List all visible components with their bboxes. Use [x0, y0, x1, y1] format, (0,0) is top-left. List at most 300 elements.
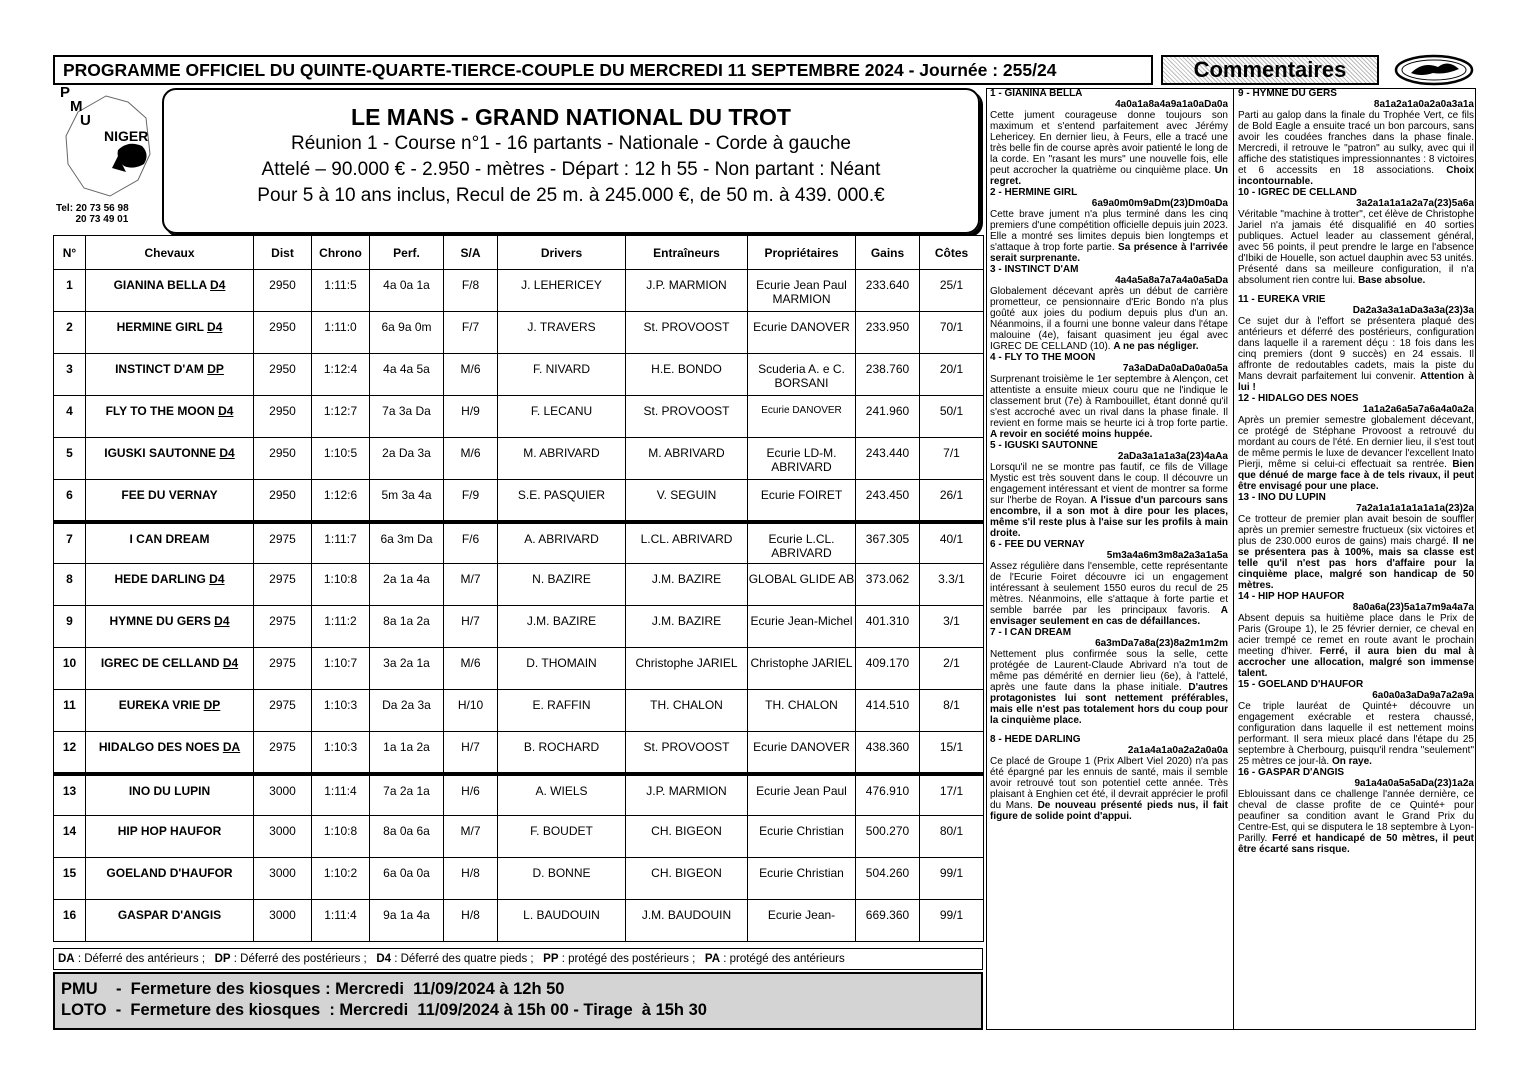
shoeing-tag: D4 [219, 446, 235, 460]
comment-horse-title: 6 - FEE DU VERNAY [990, 539, 1085, 550]
horse-name-text: IGUSKI SAUTONNE [104, 446, 220, 460]
comment-form-code: 6a3mDa7a8a(23)8a2m1m2m [1095, 638, 1228, 649]
horse-name-text: GASPAR D'ANGIS [117, 908, 222, 922]
kiosk-closing-box [53, 972, 983, 1030]
race-name: LE MANS - GRAND NATIONAL DU TROT [351, 104, 791, 130]
table-row [54, 396, 984, 438]
driver: D. THOMAIN [498, 648, 626, 690]
odds: 15/1 [920, 732, 984, 774]
comment-entry [990, 88, 1228, 187]
chrono: 1:11:0 [312, 312, 370, 354]
runner-number: 15 [54, 858, 86, 900]
comment-text [990, 462, 1228, 539]
odds: 20/1 [920, 354, 984, 396]
owner: Scuderia A. e C. BORSANI [748, 354, 856, 396]
comment-verdict: Bien que dénué de marge face à de tels rivaux, il peut être envisagé pour une place. [1238, 459, 1474, 492]
odds: 2/1 [920, 648, 984, 690]
horse-name-text: EUREKA VRIE [118, 698, 204, 712]
odds: 17/1 [920, 774, 984, 816]
owner: Ecurie Jean- [748, 900, 856, 942]
legend-text: : Déferré des quatre pieds ; [391, 953, 544, 965]
comment-body: Ce sujet dur à l'effort se présentera plaqué des antérieurs et déferré des postérieurs, configuration dans laquelle il a rarement déçu : 18 fois dans les cinq premiers (dont 9 succès) en 24 essais. Il affronte de redoutables cadets, mais la piste du Mans devrait parfaitement lui convenir. [1238, 316, 1474, 382]
legend-text: : protégé des antérieurs [720, 953, 845, 965]
distance: 2950 [254, 438, 312, 480]
comment-text [1238, 789, 1474, 855]
owner: TH. CHALON [748, 690, 856, 732]
table-row [54, 690, 984, 732]
performance: 3a 2a 1a [370, 648, 444, 690]
odds: 25/1 [920, 270, 984, 312]
program-title: PROGRAMME OFFICIEL DU QUINTE-QUARTE-TIERCE-COUPLE DU MERCREDI 11 SEPTEMBRE 2024 - Journée : 255/24 [53, 55, 1153, 85]
sex-age: M/6 [444, 648, 498, 690]
column-header: Perf. [370, 236, 444, 270]
odds: 3.3/1 [920, 564, 984, 606]
chrono: 1:11:4 [312, 900, 370, 942]
chrono: 1:12:4 [312, 354, 370, 396]
legend-code: PP [543, 953, 559, 965]
horse-name-text: INSTINCT D'AM [115, 362, 208, 376]
sex-age: M/7 [444, 564, 498, 606]
trainer: L.CL. ABRIVARD [626, 522, 748, 564]
column-header: Gains [856, 236, 920, 270]
race-line-3: Pour 5 à 10 ans inclus, Recul de 25 m. à 245.000 €, de 50 m. à 439. 000.€ [257, 185, 885, 206]
comment-verdict: Un regret. [990, 165, 1228, 187]
gains: 233.950 [856, 312, 920, 354]
owner: Ecurie FOIRET [748, 480, 856, 522]
owner: Ecurie Jean-Michel [748, 606, 856, 648]
comment-horse-title: 4 - FLY TO THE MOON [990, 352, 1096, 363]
legend-code: DA [58, 953, 75, 965]
comment-body: Surprenant troisième le 1er septembre à Alençon, cet attentiste a ensuite mieux couru que ne l'indique le classement brut (7e) à Rambouillet, étant donné qu'il s'est accroché avec un rival dans la phase finale. Il revient en forme mais se heurte ici à trop forte partie. [990, 374, 1228, 429]
owner: Ecurie Christian [748, 816, 856, 858]
column-header: Côtes [920, 236, 984, 270]
comment-entry [990, 734, 1228, 822]
horse-name [86, 606, 254, 648]
trainer: J.P. MARMION [626, 270, 748, 312]
gains: 238.760 [856, 354, 920, 396]
comment-body: Après un premier semestre globalement décevant, ce protégé de Stéphane Provoost a retrouvé du mordant au cours de l'été. En dernier lieu, il s'est tout de même permis le luxe de devancer l'excellent Inato Pierji, même si celui-ci effectuait sa rentrée. [1238, 415, 1474, 470]
comments-left-column [990, 88, 1228, 1028]
comment-body: Ce trotteur de premier plan avait besoin de souffler après un premier semestre fructueux (six victoires et plus de 230.000 euros de gains) mais chargé. [1238, 514, 1474, 547]
horse-name-text: HEDE DARLING [114, 572, 210, 586]
comment-body: Eblouissant dans ce challenge l'année dernière, ce cheval de classe profite de ce Quinté+ pour peaufiner sa condition avant le Grand Prix du Centre-Est, qui se disputera le 18 septembre à Lyon-Parilly. [1238, 789, 1474, 844]
horse-name-text: HIP HOP HAUFOR [117, 824, 222, 838]
performance: 4a 4a 5a [370, 354, 444, 396]
comment-entry [990, 187, 1228, 264]
odds: 40/1 [920, 522, 984, 564]
horse-name-text: HERMINE GIRL [116, 320, 208, 334]
horse-name [86, 396, 254, 438]
odds: 8/1 [920, 690, 984, 732]
comment-entry [1238, 393, 1474, 492]
comment-body: Cette brave jument n'a plus terminé dans les cinq premiers d'une compétition officielle depuis juin 2023. Elle a montré ses limites depuis bien longtemps et s'attaque à trop forte partie. [990, 209, 1228, 253]
distance: 2975 [254, 564, 312, 606]
logo-letter-p: P [60, 84, 71, 101]
comment-horse-title: 16 - GASPAR D'ANGIS [1238, 767, 1345, 778]
comment-verdict: Attention à lui ! [1238, 371, 1474, 393]
shoeing-tag: D4 [210, 278, 226, 292]
comment-horse-title: 12 - HIDALGO DES NOES [1238, 393, 1359, 404]
pmu-niger-logo [58, 84, 158, 204]
performance: 6a 0a 0a [370, 858, 444, 900]
horse-name-text: GIANINA BELLA [113, 278, 211, 292]
sex-age: M/6 [444, 438, 498, 480]
comment-horse-title: 3 - INSTINCT D'AM [990, 264, 1079, 275]
comment-horse-title: 15 - GOELAND D'HAUFOR [1238, 679, 1364, 690]
performance: 4a 0a 1a [370, 270, 444, 312]
column-header: Chrono [312, 236, 370, 270]
runner-number: 5 [54, 438, 86, 480]
comment-form-code: 5m3a4a6m3m8a2a3a1a5a [1106, 550, 1228, 561]
distance: 2950 [254, 270, 312, 312]
sex-age: F/7 [444, 312, 498, 354]
runner-number: 4 [54, 396, 86, 438]
distance: 2975 [254, 690, 312, 732]
owner: Ecurie DANOVER [748, 732, 856, 774]
horse-name [86, 480, 254, 522]
comment-body: Parti au galop dans la finale du Trophée Vert, ce fils de Bold Eagle a ensuite tracé un bon parcours, sans avoir les coudées franches dans la phase finale. Mercredi, il retrouve le "patron" au sulky, avec qui il affiche des statistiques impressionnantes : 8 victoires et 6 accessits en 18 associations. [1238, 110, 1474, 176]
horse-name-text: INO DU LUPIN [128, 783, 211, 798]
owner: Ecurie L.CL. ABRIVARD [748, 522, 856, 564]
comment-text [1238, 701, 1474, 767]
chrono: 1:10:8 [312, 564, 370, 606]
performance: Da 2a 3a [370, 690, 444, 732]
trainer: J.M. BAZIRE [626, 564, 748, 606]
column-header: Dist [254, 236, 312, 270]
distance: 2975 [254, 522, 312, 564]
trainer: J.M. BAZIRE [626, 606, 748, 648]
owner: Ecurie Jean Paul MARMION [748, 270, 856, 312]
comment-horse-title: 11 - EUREKA VRIE [1238, 294, 1326, 305]
driver: E. RAFFIN [498, 690, 626, 732]
trainer: CH. BIGEON [626, 858, 748, 900]
column-header: Propriétaires [748, 236, 856, 270]
distance: 3000 [254, 816, 312, 858]
horse-name-text: HIDALGO DES NOES [98, 740, 223, 754]
comment-text [990, 110, 1228, 187]
comment-entry [990, 352, 1228, 440]
gains: 243.450 [856, 480, 920, 522]
comment-entry [1238, 187, 1474, 286]
owner: Ecurie DANOVER [748, 396, 856, 438]
distance: 2950 [254, 354, 312, 396]
commentaires-header: Commentaires [1161, 55, 1379, 85]
performance: 5m 3a 4a [370, 480, 444, 522]
gains: 409.170 [856, 648, 920, 690]
comment-verdict: Choix incontournable. [1238, 165, 1474, 187]
owner: GLOBAL GLIDE AB [748, 564, 856, 606]
column-header: Entraîneurs [626, 236, 748, 270]
performance: 8a 0a 6a [370, 816, 444, 858]
odds: 99/1 [920, 900, 984, 942]
distance: 2975 [254, 732, 312, 774]
chrono: 1:10:3 [312, 690, 370, 732]
comment-form-code: 6a0a0a3aDa9a7a2a9a [1372, 690, 1474, 701]
table-row [54, 732, 984, 774]
chrono: 1:10:3 [312, 732, 370, 774]
performance: 2a 1a 4a [370, 564, 444, 606]
gains: 373.062 [856, 564, 920, 606]
horse-name [86, 438, 254, 480]
legend-text: : protégé des postérieurs ; [558, 953, 705, 965]
legend-text: : Déferré des postérieurs ; [230, 953, 377, 965]
race-info-box [162, 88, 980, 234]
runner-number: 11 [54, 690, 86, 732]
gains: 414.510 [856, 690, 920, 732]
comment-form-code: 7a2a1a1a1a1a1a1a(23)2a [1356, 503, 1474, 514]
sex-age: H/6 [444, 774, 498, 816]
runners-table [53, 235, 984, 942]
sex-age: H/8 [444, 900, 498, 942]
horse-name-text: HYMNE DU GERS [109, 614, 215, 628]
odds: 7/1 [920, 438, 984, 480]
performance: 6a 9a 0m [370, 312, 444, 354]
odds: 26/1 [920, 480, 984, 522]
shoeing-tag: DP [203, 698, 221, 712]
comment-body: Véritable "machine à trotter", cet élève de Christophe Jariel n'a jamais été disqualifié en 40 sorties publiques. Actuel leader au classement général, avec 56 points, il peut prendre le large en l'absence d'Ibiki de Houelle, son actuel dauphin avec 53 unités. Présenté dans sa meilleure configuration, il n'a absolument rien contre lui. [1238, 209, 1474, 286]
table-row [54, 480, 984, 522]
performance: 9a 1a 4a [370, 900, 444, 942]
comment-form-code: 1a1a2a6a5a7a6a4a0a2a [1362, 404, 1474, 415]
horse-name [86, 690, 254, 732]
comment-form-code: 6a9a0m0m9aDm(23)Dm0aDa [1091, 198, 1228, 209]
gains: 233.640 [856, 270, 920, 312]
comment-text [1238, 415, 1474, 492]
driver: A. WIELS [498, 774, 626, 816]
horse-name-text: GOELAND D'HAUFOR [106, 866, 233, 880]
trainer: Christophe JARIEL [626, 648, 748, 690]
owner: Ecurie LD-M. ABRIVARD [748, 438, 856, 480]
sex-age: F/9 [444, 480, 498, 522]
horse-name [86, 522, 254, 564]
gains: 500.270 [856, 816, 920, 858]
chrono: 1:11:7 [312, 522, 370, 564]
chrono: 1:12:6 [312, 480, 370, 522]
odds: 50/1 [920, 396, 984, 438]
comment-entry [1238, 591, 1474, 679]
table-row [54, 900, 984, 942]
comment-text [990, 286, 1228, 352]
horse-name [86, 648, 254, 690]
horse-name [86, 270, 254, 312]
comment-entry [1238, 679, 1474, 767]
driver: F. BOUDET [498, 816, 626, 858]
driver: S.E. PASQUIER [498, 480, 626, 522]
comment-horse-title: 2 - HERMINE GIRL [990, 187, 1078, 198]
runner-number: 10 [54, 648, 86, 690]
comment-horse-title: 7 - I CAN DREAM [990, 627, 1072, 638]
table-row [54, 606, 984, 648]
legend-code: PA [704, 953, 721, 965]
comment-verdict: A ne pas négliger. [1113, 341, 1199, 352]
odds: 99/1 [920, 858, 984, 900]
column-header: Drivers [498, 236, 626, 270]
comment-form-code: 4a4a5a8a7a7a4a0a5aDa [1115, 275, 1228, 286]
runner-number: 7 [54, 522, 86, 564]
distance: 3000 [254, 774, 312, 816]
driver: B. ROCHARD [498, 732, 626, 774]
comment-verdict: Sa présence à l'arrivée serait surprenante. [990, 242, 1228, 264]
driver: L. BAUDOUIN [498, 900, 626, 942]
runner-number: 9 [54, 606, 86, 648]
horse-name [86, 816, 254, 858]
comment-text [990, 649, 1228, 726]
logo-letter-m: M [70, 98, 83, 115]
comment-entry [990, 539, 1228, 627]
table-row [54, 564, 984, 606]
runner-number: 13 [54, 774, 86, 816]
comment-entry [1238, 492, 1474, 591]
performance: 7a 3a Da [370, 396, 444, 438]
horse-name [86, 564, 254, 606]
horse-name-text: IGREC DE CELLAND [100, 656, 223, 670]
table-row [54, 354, 984, 396]
kiosk-pmu-line: PMU - Fermeture des kiosques : Mercredi 11/09/2024 à 12h 50 [61, 980, 565, 998]
comment-entry [990, 264, 1228, 352]
legend-code: D4 [376, 953, 392, 965]
shoeing-tag: D4 [218, 404, 234, 418]
runner-number: 2 [54, 312, 86, 354]
comment-text [1238, 613, 1474, 679]
gains: 241.960 [856, 396, 920, 438]
driver: D. BONNE [498, 858, 626, 900]
gains: 401.310 [856, 606, 920, 648]
comment-form-code: 9a1a4a0a5a5aDa(23)1a2a [1354, 778, 1474, 789]
driver: J. TRAVERS [498, 312, 626, 354]
table-row [54, 312, 984, 354]
comment-verdict: Ferré, il aura bien du mal à accrocher une allocation, malgré son immense talent. [1238, 646, 1474, 679]
gains: 476.910 [856, 774, 920, 816]
comment-horse-title: 9 - HYMNE DU GERS [1238, 88, 1337, 99]
distance: 3000 [254, 858, 312, 900]
trainer: V. SEGUIN [626, 480, 748, 522]
horse-name-text: FEE DU VERNAY [121, 488, 218, 502]
kiosk-loto-line: LOTO - Fermeture des kiosques : Mercredi 11/09/2024 à 15h 00 - Tirage à 15h 30 [61, 1001, 707, 1019]
runner-number: 16 [54, 900, 86, 942]
table-row [54, 438, 984, 480]
performance: 2a Da 3a [370, 438, 444, 480]
comment-text [990, 209, 1228, 264]
distance: 2975 [254, 648, 312, 690]
chrono: 1:11:4 [312, 774, 370, 816]
table-row [54, 858, 984, 900]
horse-name [86, 900, 254, 942]
comment-text [990, 561, 1228, 627]
table-row [54, 270, 984, 312]
column-header: N° [54, 236, 86, 270]
horse-name [86, 774, 254, 816]
comment-body: Ce placé de Groupe 1 (Prix Albert Viel 2020) n'a pas été épargné par les ennuis de santé, mais il semble avoir retrouvé tout son potentiel cette année. Très plaisant à Enghien cet été, il devrait apprécier le profil du Mans. [990, 756, 1228, 811]
trainer: J.P. MARMION [626, 774, 748, 816]
driver: F. NIVARD [498, 354, 626, 396]
comment-text [1238, 110, 1474, 187]
horse-name [86, 858, 254, 900]
telephone-numbers: Tel: 20 73 56 98 20 73 49 01 [56, 203, 129, 225]
comment-entry [1238, 767, 1474, 855]
race-line-1: Réunion 1 - Course n°1 - 16 partants - Nationale - Corde à gauche [291, 133, 851, 154]
horse-name [86, 312, 254, 354]
trainer: St. PROVOOST [626, 396, 748, 438]
sex-age: H/10 [444, 690, 498, 732]
table-row [54, 648, 984, 690]
comment-form-code: 2a1a4a1a0a2a2a0a0a [1127, 745, 1228, 756]
shoeing-tag: D4 [209, 572, 225, 586]
runner-number: 3 [54, 354, 86, 396]
runner-number: 6 [54, 480, 86, 522]
comment-verdict: D'autres protagonistes lui sont nettement préférables, mais elle n'est pas totalement hors du coup pour la cinquième place. [990, 682, 1228, 726]
runner-number: 8 [54, 564, 86, 606]
sex-age: F/8 [444, 270, 498, 312]
legend-code: DP [214, 953, 231, 965]
trainer: St. PROVOOST [626, 732, 748, 774]
shoeing-tag: D4 [207, 320, 223, 334]
table-row [54, 816, 984, 858]
comment-text [990, 374, 1228, 440]
gains: 243.440 [856, 438, 920, 480]
legend-bar [53, 948, 983, 970]
comment-body: Assez régulière dans l'ensemble, cette représentante de l'Ecurie Foiret découvre ici un engagement intéressant à seulement 1550 euros du recul de 25 mètres. Néanmoins, elle s'attaque à forte partie et semble barrée par les principaux favoris. [990, 561, 1228, 616]
table-header-row [54, 236, 984, 270]
comment-body: Cette jument courageuse donne toujours son maximum et s'entend parfaitement avec Jérémy Lehericey. En dernier lieu, à Feurs, elle a tracé une très belle fin de course après avoir patienté le long de la corde. En "rasant les murs" une nouvelle fois, elle peut accrocher la quatrième ou cinquième place. [990, 110, 1228, 176]
performance: 8a 1a 2a [370, 606, 444, 648]
comment-form-code: 3a2a1a1a1a2a7a(23)5a6a [1356, 198, 1474, 209]
table-row [54, 522, 984, 564]
owner: Ecurie Christian [748, 858, 856, 900]
horse-name-text: I CAN DREAM [129, 531, 210, 546]
comment-entry [990, 627, 1228, 726]
sex-age: M/6 [444, 354, 498, 396]
distance: 2950 [254, 480, 312, 522]
table-row [54, 774, 984, 816]
comment-horse-title: 1 - GIANINA BELLA [990, 88, 1083, 99]
pmu-logo-icon [1393, 53, 1475, 87]
chrono: 1:11:2 [312, 606, 370, 648]
comment-horse-title: 13 - INO DU LUPIN [1238, 492, 1326, 503]
comment-verdict: De nouveau présenté pieds nus, il fait figure de solide point d'appui. [990, 800, 1228, 822]
driver: M. ABRIVARD [498, 438, 626, 480]
driver: J.M. BAZIRE [498, 606, 626, 648]
performance: 1a 1a 2a [370, 732, 444, 774]
column-header: Chevaux [86, 236, 254, 270]
comment-verdict: A revoir en société moins huppée. [990, 429, 1153, 440]
trainer: TH. CHALON [626, 690, 748, 732]
comment-body: Lorsqu'il ne se montre pas fautif, ce fils de Village Mystic est très souvent dans le coup. Il découvre un engagement intéressant et vient de montrer sa forme sur l'herbe de Royan. [990, 462, 1228, 506]
horse-name-text: FLY TO THE MOON [105, 404, 219, 418]
race-line-2: Attelé – 90.000 € - 2.950 - mètres - Départ : 12 h 55 - Non partant : Néant [261, 159, 881, 180]
chrono: 1:12:7 [312, 396, 370, 438]
comment-body: Nettement plus confirmée sous la selle, cette protégée de Laurent-Claude Abrivard n'a tout de même pas démérité en dernier lieu (6e), à l'attelé, après une faute dans la phase initiale. [990, 649, 1228, 693]
comment-form-code: 2aDa3a1a1a3a(23)4aAa [1117, 451, 1228, 462]
trainer: J.M. BAUDOUIN [626, 900, 748, 942]
sex-age: H/7 [444, 732, 498, 774]
comment-verdict: On raye. [1331, 756, 1372, 767]
shoeing-tag: DP [207, 362, 224, 376]
comment-horse-title: 10 - IGREC DE CELLAND [1238, 187, 1357, 198]
gains: 669.360 [856, 900, 920, 942]
sex-age: F/6 [444, 522, 498, 564]
distance: 2950 [254, 396, 312, 438]
comment-text [1238, 514, 1474, 591]
comment-text [1238, 316, 1474, 393]
horse-name [86, 732, 254, 774]
comment-verdict: Ferré et handicapé de 50 mètres, il peut être écarté sans risque. [1238, 833, 1474, 855]
owner: Ecurie DANOVER [748, 312, 856, 354]
chrono: 1:10:8 [312, 816, 370, 858]
comment-form-code: Da2a3a3a1aDa3a3a(23)3a [1352, 305, 1474, 316]
comment-body: Ce triple lauréat de Quinté+ découvre un engagement exécrable et restera chaussé, configuration dans laquelle il est nettement moins performant. Il sera mieux placé dans l'étape du 25 septembre à Cherbourg, puisqu'il rendra "seulement" 25 mètres ce jour-là. [1238, 701, 1474, 767]
comment-body: Globalement décevant après un début de carrière prometteur, ce pensionnaire d'Eric Bondo n'a plus goûté aux joies du podium depuis plus d'un an. Néanmoins, il a fourni une bonne valeur dans l'étape malouine (4e), faisant quasiment jeu égal avec IGREC DE CELLAND (10). [990, 286, 1228, 352]
performance: 6a 3m Da [370, 522, 444, 564]
